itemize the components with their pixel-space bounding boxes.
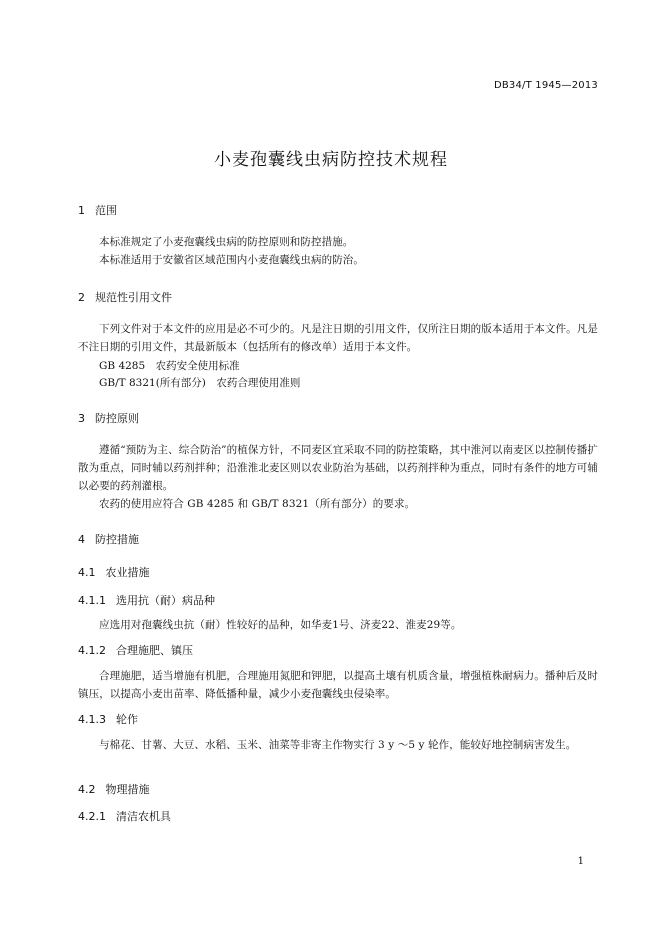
section-number: 4.1.2 [78, 644, 106, 657]
section-title: 防控原则 [95, 412, 139, 425]
section-heading-4 [78, 531, 139, 547]
section-title: 农业措施 [105, 566, 150, 579]
section-number: 4.2.1 [78, 810, 106, 823]
paragraph: 应选用对孢囊线虫抗（耐）性较好的品种，如华麦1号、济麦22、淮麦29等。 [99, 619, 462, 631]
section-heading-2 [78, 289, 172, 305]
paragraph: 与棉花、甘薯、大豆、水稻、玉米、油菜等非寄主作物实行 3 y ～5 y 轮作，能较好地控制病害发生。 [99, 739, 577, 751]
section-heading-4-1-2 [78, 642, 193, 658]
section-title: 轮作 [116, 713, 138, 726]
section-title: 防控措施 [95, 533, 139, 546]
section-number: 4.1.3 [78, 713, 106, 726]
paragraph: 本标准适用于安徽省区域范围内小麦孢囊线虫病的防治。 [99, 254, 364, 266]
section-title: 清洁农机具 [116, 810, 171, 823]
section-number: 2 [78, 291, 85, 304]
reference-item: GB/T 8321(所有部分) 农药合理使用准则 [99, 377, 301, 389]
paragraph: 农药的使用应符合 GB 4285 和 GB/T 8321（所有部分）的要求。 [99, 498, 416, 510]
reference-item: GB 4285 农药安全使用标准 [99, 360, 240, 372]
section-number: 1 [78, 204, 85, 217]
section-number: 4 [78, 533, 85, 546]
section-title: 物理措施 [105, 783, 150, 796]
section-heading-4-2 [78, 781, 150, 797]
paragraph: 本标准规定了小麦孢囊线虫病的防控原则和防控措施。 [99, 236, 354, 248]
section-number: 3 [78, 412, 85, 425]
paragraph: 下列文件对于本文件的应用是必不可少的。凡是注日期的引用文件，仅所注日期的版本适用于本文件。凡是不注日期的引用文件，其最新版本（包括所有的修改单）适用于本文件。 [78, 323, 598, 353]
section-heading-4-1-1 [78, 592, 215, 608]
page-number: 1 [577, 856, 584, 867]
section-heading-4-2-1 [78, 808, 171, 824]
section-number: 4.1.1 [78, 594, 106, 607]
section-title: 合理施肥、镇压 [116, 644, 193, 657]
section-number: 4.1 [78, 566, 96, 579]
paragraph: 合理施肥，适当增施有机肥，合理施用氮肥和钾肥，以提高土壤有机质含量，增强植株耐病力。播种后及时镇压，以提高小麦出苗率、降低播种量，减少小麦孢囊线虫侵染率。 [78, 670, 598, 700]
section-heading-4-1 [78, 564, 150, 580]
document-title: 小麦孢囊线虫病防控技术规程 [214, 150, 448, 170]
section-number: 4.2 [78, 783, 96, 796]
section-title: 规范性引用文件 [95, 291, 172, 304]
section-heading-1 [78, 202, 117, 218]
paragraph: 遵循“预防为主、综合防治”的植保方针，不同麦区宜采取不同的防控策略，其中淮河以南麦区以控制传播扩散为重点，同时辅以药剂拌种；沿淮淮北麦区则以农业防治为基础，以药剂拌种为重点，同时有条件的地方可辅以必要的药剂灌根。 [78, 444, 598, 492]
section-heading-3 [78, 410, 139, 426]
standard-code: DB34/T 1945—2013 [493, 80, 598, 91]
section-title: 选用抗（耐）病品种 [116, 594, 215, 607]
section-heading-4-1-3 [78, 711, 138, 727]
section-title: 范围 [95, 204, 117, 217]
